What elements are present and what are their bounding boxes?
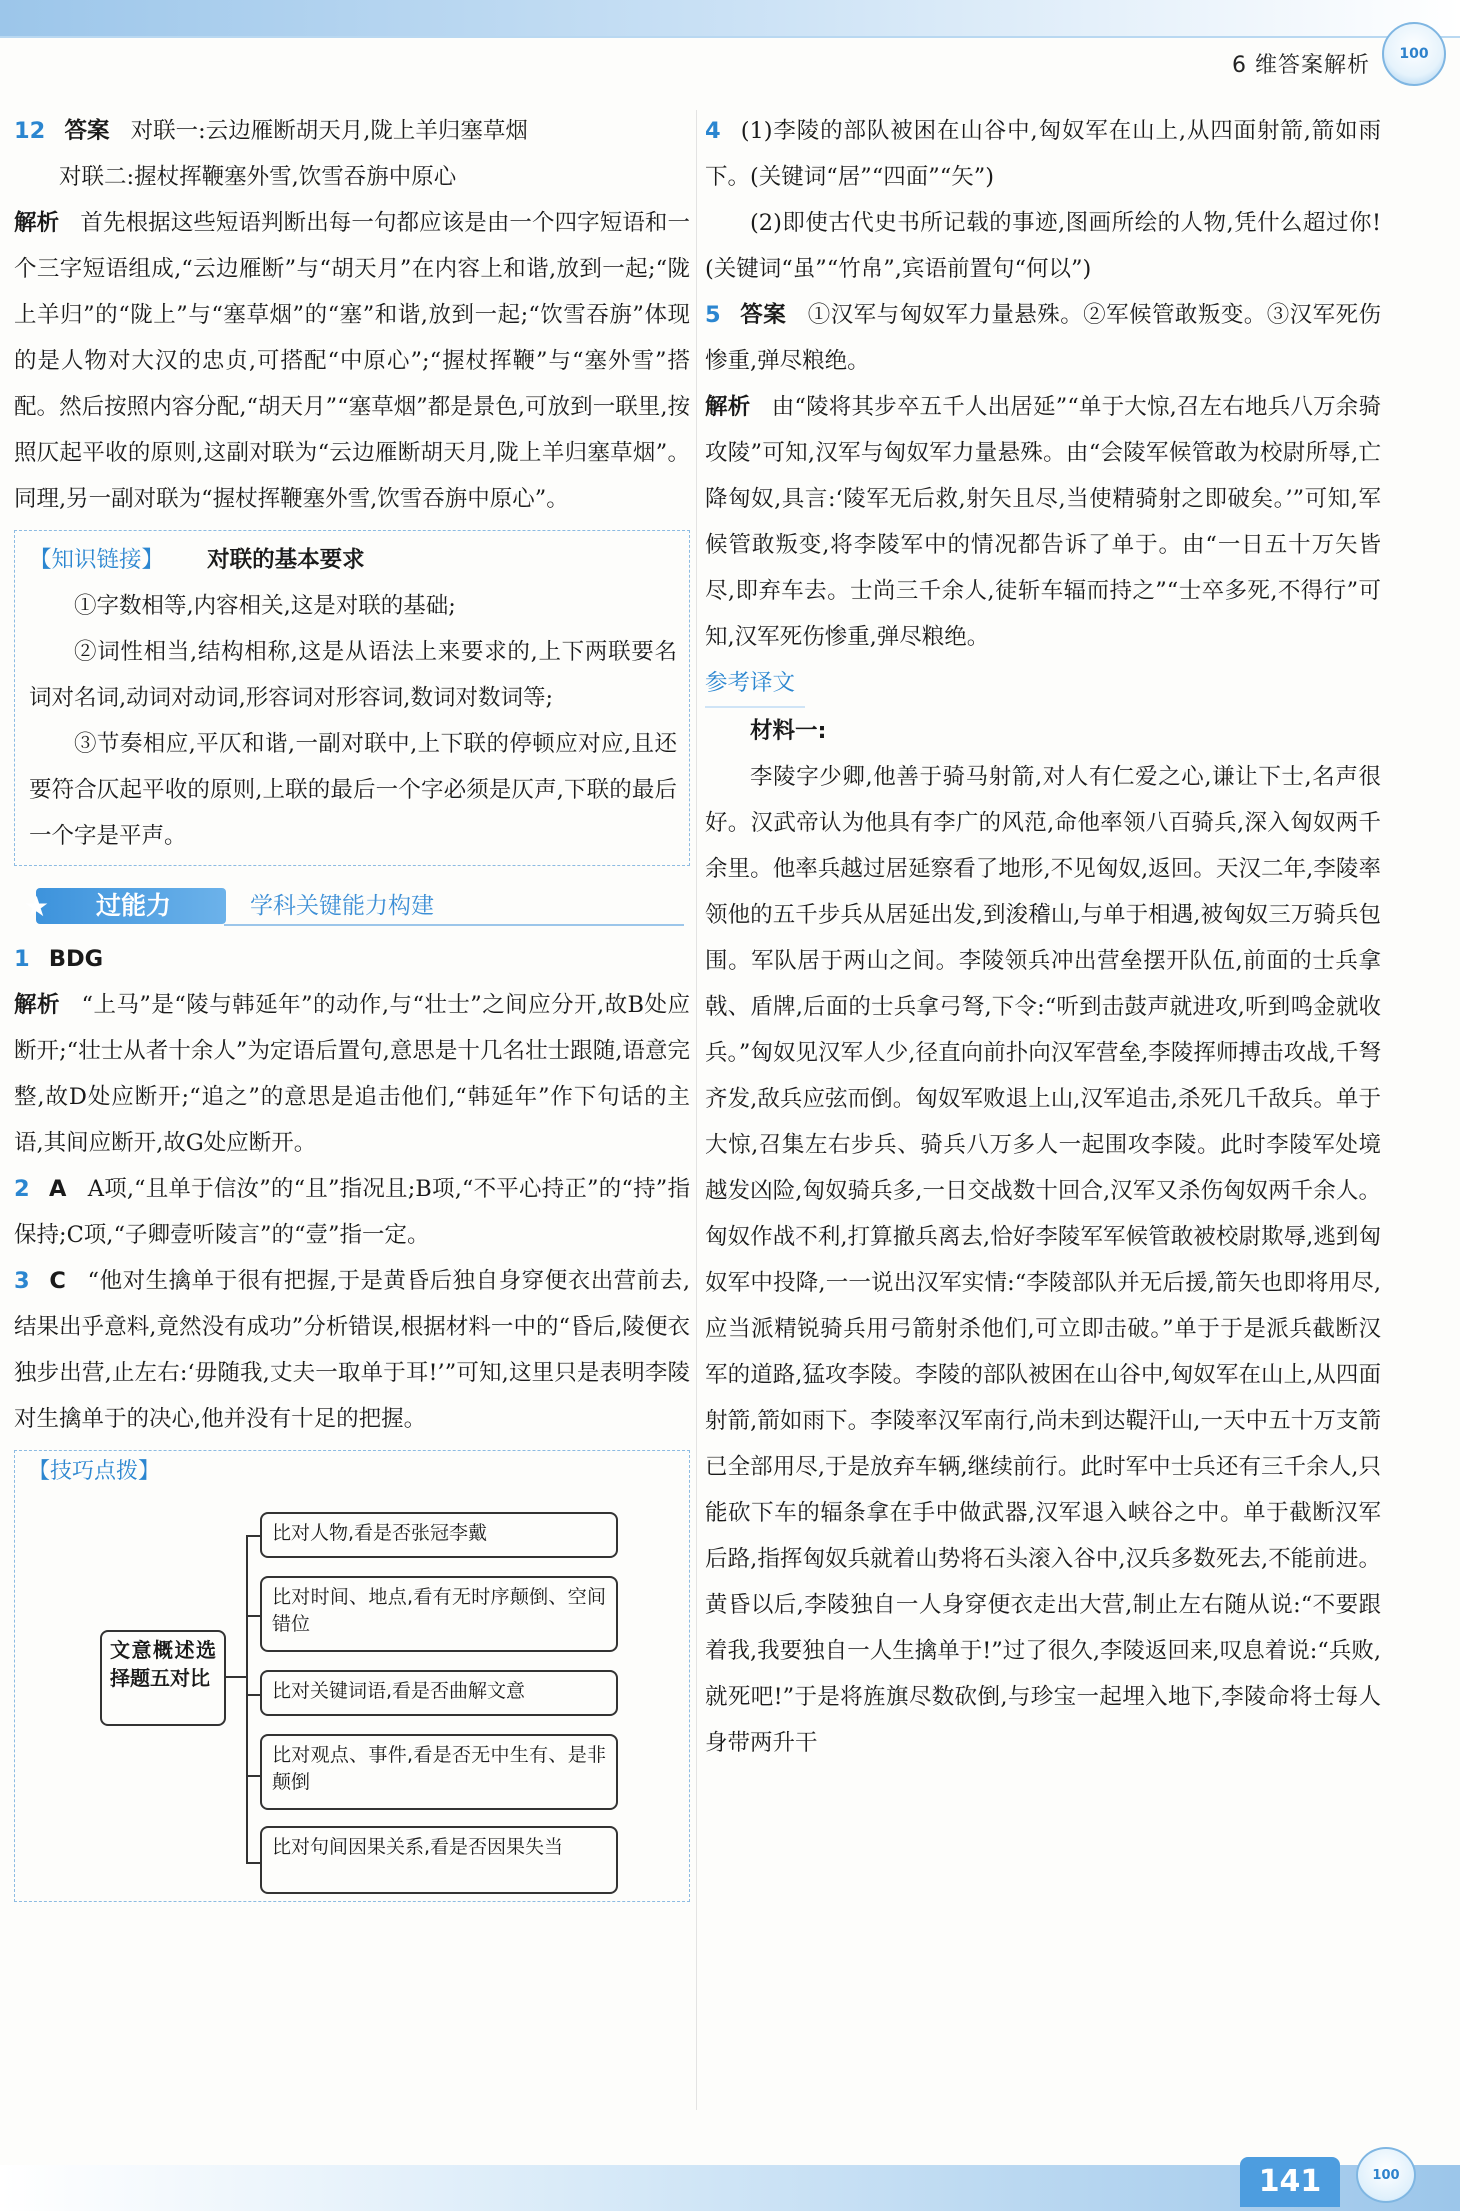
flowchart-connector [246,1775,260,1777]
flowchart-root: 文意概述选择题五对比 [100,1630,226,1726]
q2-number: 2 [14,1176,30,1202]
flowchart-item: 比对时间、地点,看有无时序颠倒、空间错位 [260,1576,618,1652]
q12-number: 12 [14,118,46,144]
q1-answer-value: BDG [48,946,104,972]
q5-analysis [705,384,1381,660]
reference-header [705,660,1381,708]
knowledge-header [29,537,677,583]
q5-number: 5 [705,302,721,328]
column-divider [696,110,697,2110]
q2-answer [14,1166,690,1258]
left-column [14,108,690,1902]
knowledge-point-3: ③节奏相应,平仄和谐,一副对联中,上下联的停顿应对应,且还要符合仄起平收的原则,上联的最后一个字必须是仄声,下联的最后一个字是平声。 [29,731,677,849]
reference-tag: 参考译文 [705,660,805,708]
flowchart-connector [246,1615,260,1617]
analysis-label: 解析 [14,992,60,1018]
flowchart-item: 比对观点、事件,看是否无中生有、是非颠倒 [260,1734,618,1810]
ability-section-header [14,880,690,930]
q5-answer-text: ①汉军与匈奴军力量悬殊。②军候管敢叛变。③汉军死伤惨重,弹尽粮绝。 [705,302,1381,374]
footer-logo: 100 [1356,2147,1416,2203]
q4-text-2: (2)即使古代史书所记载的事迹,图画所绘的人物,凭什么超过你!(关键词“虽”“竹帛”,宾语前置句“何以”) [705,210,1381,282]
ability-title: 过能力 [36,888,226,924]
q12-couplet-2: 对联二:握杖挥鞭塞外雪,饮雪吞旃中原心 [59,164,457,190]
answer-label: 答案 [64,118,110,144]
knowledge-point-2: ②词性相当,结构相称,这是从语法上来要求的,上下两联要名词对名词,动词对动词,形容词对形容词,数词对数词等; [29,639,677,711]
knowledge-point-1: ①字数相等,内容相关,这是对联的基础; [74,593,456,619]
skill-box [14,1450,690,1902]
flowchart-connector [226,1676,246,1678]
q3-number: 3 [14,1268,30,1294]
q12-answer-line1 [14,108,690,154]
q4-number: 4 [705,118,721,144]
q4-text-1: (1)李陵的部队被困在山谷中,匈奴军在山上,从四面射箭,箭如雨下。(关键词“居”“四面”“矢”) [705,118,1381,190]
flowchart-connector [246,1535,260,1537]
knowledge-box [14,530,690,866]
knowledge-title: 对联的基本要求 [207,547,365,573]
right-column [705,108,1381,1766]
flowchart-item: 比对关键词语,看是否曲解文意 [260,1670,618,1716]
knowledge-tag: 【知识链接】 [29,547,165,573]
q1-answer [14,936,690,982]
header-label: 6 维答案解析 [1232,53,1370,78]
q3-text: “他对生擒单于很有把握,于是黄昏后独自身穿便衣出营前去,结果出乎意料,竟然没有成功”分析错误,根据材料一中的“昏后,陵便衣独步出营,止左右:‘毋随我,丈夫一取单于耳!’”可知,这里只是表明李陵对生擒单于的决心,他并没有十足的把握。 [14,1268,691,1432]
q3-answer [14,1258,690,1442]
q1-number: 1 [14,946,30,972]
logo-badge: 100 [1382,22,1446,86]
flowchart-item: 比对人物,看是否张冠李戴 [260,1512,618,1558]
flowchart-connector [246,1862,260,1864]
q2-answer-value: A [49,1176,67,1202]
ability-subtitle: 学科关键能力构建 [250,893,434,919]
q12-analysis-text: 首先根据这些短语判断出每一句都应该是由一个四字短语和一个三字短语组成,“云边雁断”与“胡天月”在内容上和谐,放到一起;“陇上羊归”的“陇上”与“塞草烟”的“塞”和谐,放到一起;“饮雪吞旃”体现的是人物对大汉的忠贞,可搭配“中原心”;“握杖挥鞭”与“塞外雪”搭配。然后按照内容分配,“胡天月”“塞草烟”都是景色,可放到一联里,按照仄起平收的原则,这副对联为“云边雁断胡天月,陇上羊归塞草烟”。同理,另一副对联为“握杖挥鞭塞外雪,饮雪吞旃中原心”。 [14,210,690,512]
reference-translation: 李陵字少卿,他善于骑马射箭,对人有仁爱之心,谦让下士,名声很好。汉武帝认为他具有李广的风范,命他率领八百骑兵,深入匈奴两千余里。他率兵越过居延察看了地形,不见匈奴,返回。天汉二年,李陵率领他的五千步兵从居延出发,到浚稽山,与单于相遇,被匈奴三万骑兵包围。军队居于两山之间。李陵领兵冲出营垒摆开队伍,前面的士兵拿戟、盾牌,后面的士兵拿弓弩,下令:“听到击鼓声就进攻,听到鸣金就收兵。”匈奴见汉军人少,径直向前扑向汉军营垒,李陵挥师搏击攻战,千弩齐发,敌兵应弦而倒。匈奴军败退上山,汉军追击,杀死几千敌兵。单于大惊,召集左右步兵、骑兵八万多人一起围攻李陵。此时李陵军处境越发凶险,匈奴骑兵多,一日交战数十回合,汉军又杀伤匈奴两千余人。匈奴作战不利,打算撤兵离去,恰好李陵军军候管敢被校尉欺辱,逃到匈奴军中投降,一一说出汉军实情:“李陵部队并无后援,箭矢也即将用尽,应当派精锐骑兵用弓箭射杀他们,可立即击破。”单于于是派兵截断汉军的道路,猛攻李陵。李陵的部队被困在山谷中,匈奴军在山上,从四面射箭,箭如雨下。李陵率汉军南行,尚未到达鞮汗山,一天中五十万支箭已全部用尽,于是放弃车辆,继续前行。此时军中士兵还有三千余人,只能砍下车的辐条拿在手中做武器,汉军退入峡谷之中。单于截断汉军后路,指挥匈奴兵就着山势将石头滚入谷中,汉兵多数死去,不能前进。黄昏以后,李陵独自一人身穿便衣走出大营,制止左右随从说:“不要跟着我,我要独自一人生擒单于!”过了很久,李陵返回来,叹息着说:“兵败,就死吧!”于是将旌旗尽数砍倒,与珍宝一起埋入地下,李陵命将士每人身带两升干 [705,764,1381,1756]
ability-underline [224,924,684,926]
flowchart-connector [246,1535,248,1863]
material-label: 材料一: [750,718,827,744]
skill-tag: 【技巧点拨】 [28,1459,161,1484]
q12-couplet-1: 对联一:云边雁断胡天月,陇上羊归塞草烟 [130,118,528,144]
q4-item-1 [705,108,1381,200]
top-decor-band [0,0,1460,36]
q1-analysis [14,982,690,1166]
q2-text: A项,“且单于信汝”的“且”指况且;B项,“不平心持正”的“持”指保持;C项,“子卿壹听陵言”的“壹”指一定。 [14,1176,690,1248]
q1-analysis-text: “上马”是“陵与韩延年”的动作,与“壮士”之间应分开,故B处应断开;“壮士从者十余人”为定语后置句,意思是十几名壮士跟随,语意完整,故D处应断开;“追之”的意思是追击他们,“韩延年”作下句话的主语,其间应断开,故G处应断开。 [14,992,690,1156]
q5-answer [705,292,1381,384]
analysis-label: 解析 [705,394,751,420]
flowchart-connector [246,1694,260,1696]
page-number: 141 [1240,2157,1340,2207]
q12-analysis [14,200,690,522]
analysis-label: 解析 [14,210,60,236]
mascot-icon: ★ [24,890,50,923]
flowchart-item: 比对句间因果关系,看是否因果失当 [260,1826,618,1894]
top-decor-line [0,36,1460,38]
q3-answer-value: C [49,1268,66,1294]
answer-label: 答案 [740,302,787,328]
q5-analysis-text: 由“陵将其步卒五千人出居延”“单于大惊,召左右地兵八万余骑攻陵”可知,汉军与匈奴军力量悬殊。由“会陵军候管敢为校尉所辱,亡降匈奴,具言:‘陵军无后救,射矢且尽,当使精骑射之即破矣。’”可知,军候管敢叛变,将李陵军中的情况都告诉了单于。由“一日五十万矢皆尽,即弃车去。士尚三千余人,徒斩车辐而持之”“士卒多死,不得行”可知,汉军死伤惨重,弹尽粮绝。 [705,394,1381,650]
